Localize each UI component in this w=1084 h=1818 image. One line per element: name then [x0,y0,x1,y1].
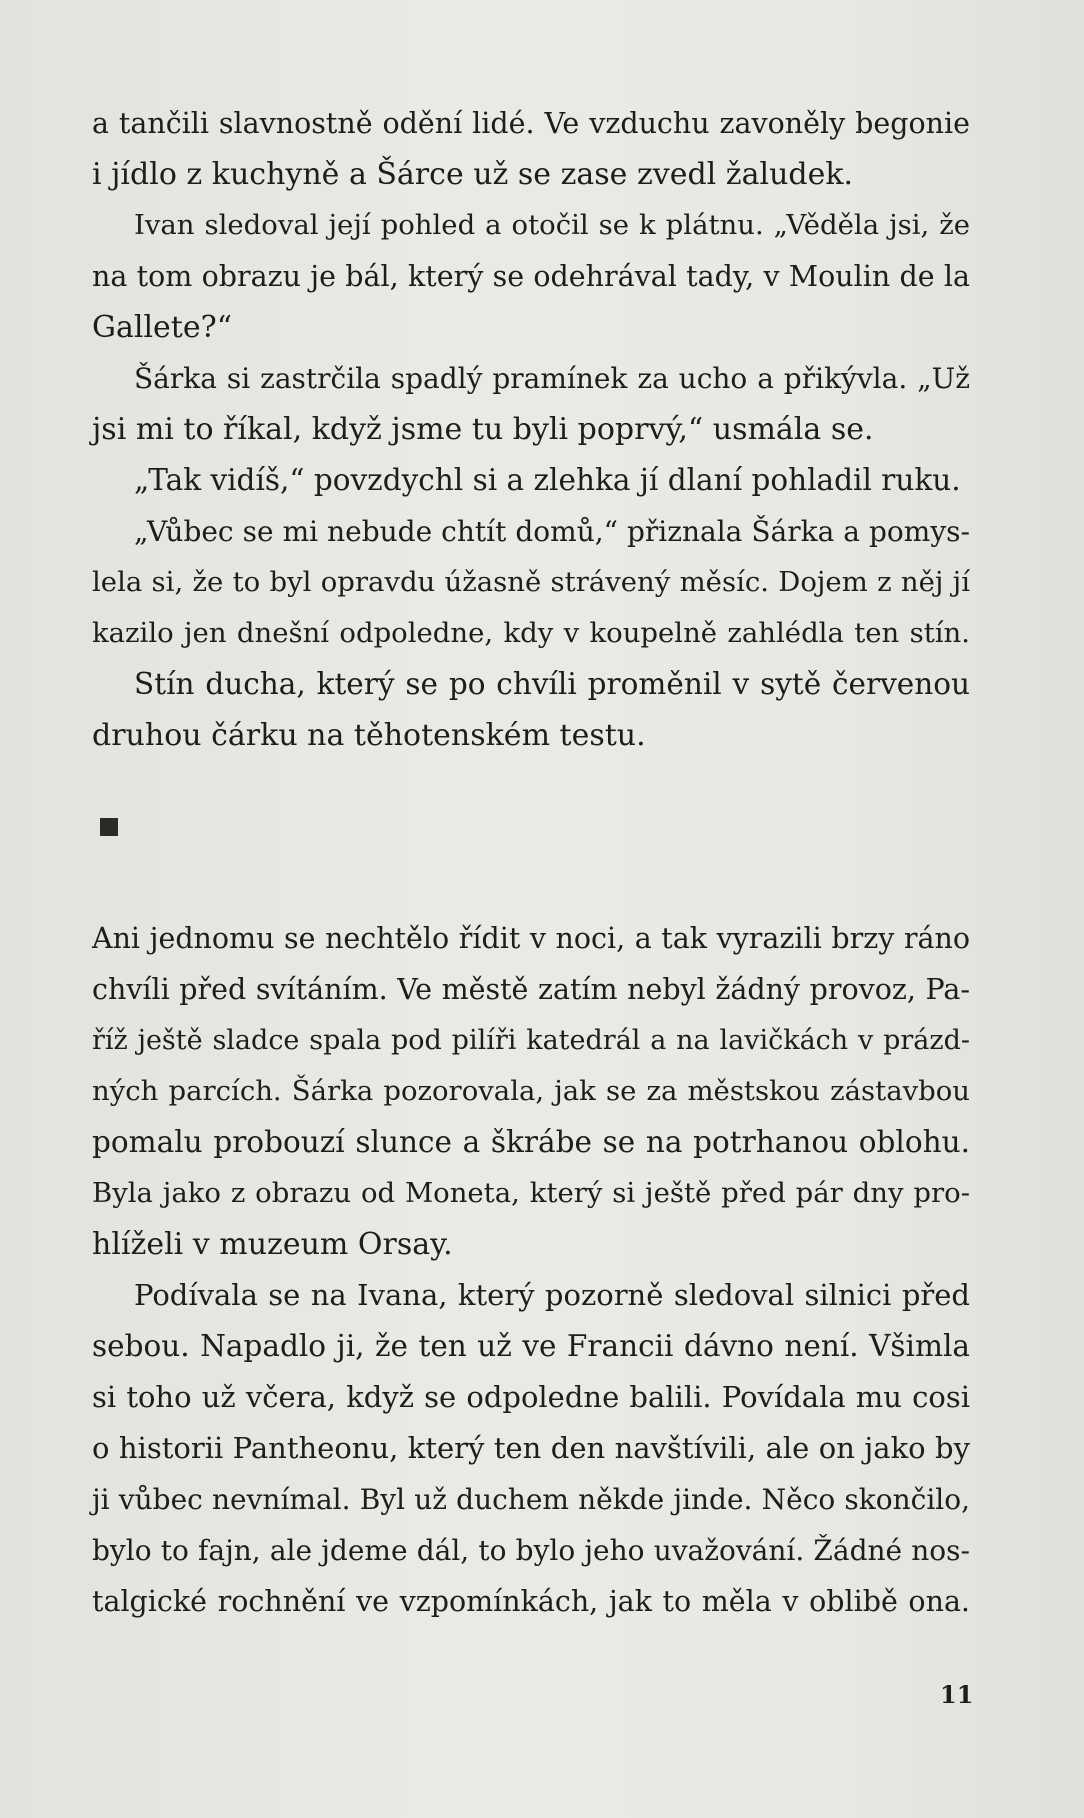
text-line: Šárka si zastrčila spadlý pramínek za ucho a přikývla. „Už [134,362,970,395]
text-line: pomalu probouzí slunce a škrábe se na potrhanou oblohu. [92,1125,970,1159]
text-line: bylo to fajn, ale jdeme dál, to bylo jeho uvažování. Žádné nos- [92,1534,970,1567]
text-line: Podívala se na Ivana, který pozorně sledoval silnici před [134,1278,970,1312]
text-line: Ani jednomu se nechtělo řídit v noci, a tak vyrazili brzy ráno [92,922,970,955]
text-line: Ivan sledoval její pohled a otočil se k plátnu. „Věděla jsi, že [134,209,970,241]
text-line: Stín ducha, který se po chvíli proměnil v sytě červenou [134,667,970,701]
page-number: 11 [940,1680,974,1709]
text-line: lela si, že to byl opravdu úžasně strávený měsíc. Dojem z něj jí [92,566,970,598]
paragraph-block-top [92,98,970,761]
text-line: „Vůbec se mi nebude chtít domů,“ přiznala Šárka a pomys- [134,515,970,548]
paragraph-block-bottom [92,913,970,1627]
text-line: i jídlo z kuchyně a Šárce už se zase zvedl žaludek. [92,157,854,192]
text-line: „Tak vidíš,“ povzdychl si a zlehka jí dlaní pohladil ruku. [134,463,961,497]
section-break-square [100,818,118,836]
text-line: Gallete?“ [92,310,233,345]
text-line: Byla jako z obrazu od Moneta, který si ještě před pár dny pro- [92,1177,970,1209]
text-line: ji vůbec nevnímal. Byl už duchem někde jinde. Něco skončilo, [92,1483,970,1516]
text-line: sebou. Napadlo ji, že ten už ve Francii dávno není. Všimla [92,1329,970,1363]
text-line: chvíli před svítáním. Ve městě zatím nebyl žádný provoz, Pa- [92,973,970,1006]
text-line: na tom obrazu je bál, který se odehrával tady, v Moulin de la [92,260,970,293]
text-line: o historii Pantheonu, který ten den navštívili, ale on jako by [92,1431,970,1465]
text-line: hlíželi v muzeum Orsay. [92,1227,453,1262]
text-line: říž ještě sladce spala pod pilíři katedrál a na lavičkách v prázd- [92,1025,970,1056]
text-line: ných parcích. Šárka pozorovala, jak se za městskou zástavbou [92,1075,970,1107]
text-line: si toho už včera, když se odpoledne balili. Povídala mu cosi [92,1380,970,1414]
text-line: jsi mi to říkal, když jsme tu byli poprvý,“ usmála se. [92,412,874,447]
text-line: kazilo jen dnešní odpoledne, kdy v koupelně zahlédla ten stín. [92,617,970,649]
text-line: druhou čárku na těhotenském testu. [92,718,646,753]
text-line: talgické rochnění ve vzpomínkách, jak to měla v oblibě ona. [92,1585,970,1618]
text-line: a tančili slavnostně odění lidé. Ve vzduchu zavoněly begonie [92,107,970,140]
